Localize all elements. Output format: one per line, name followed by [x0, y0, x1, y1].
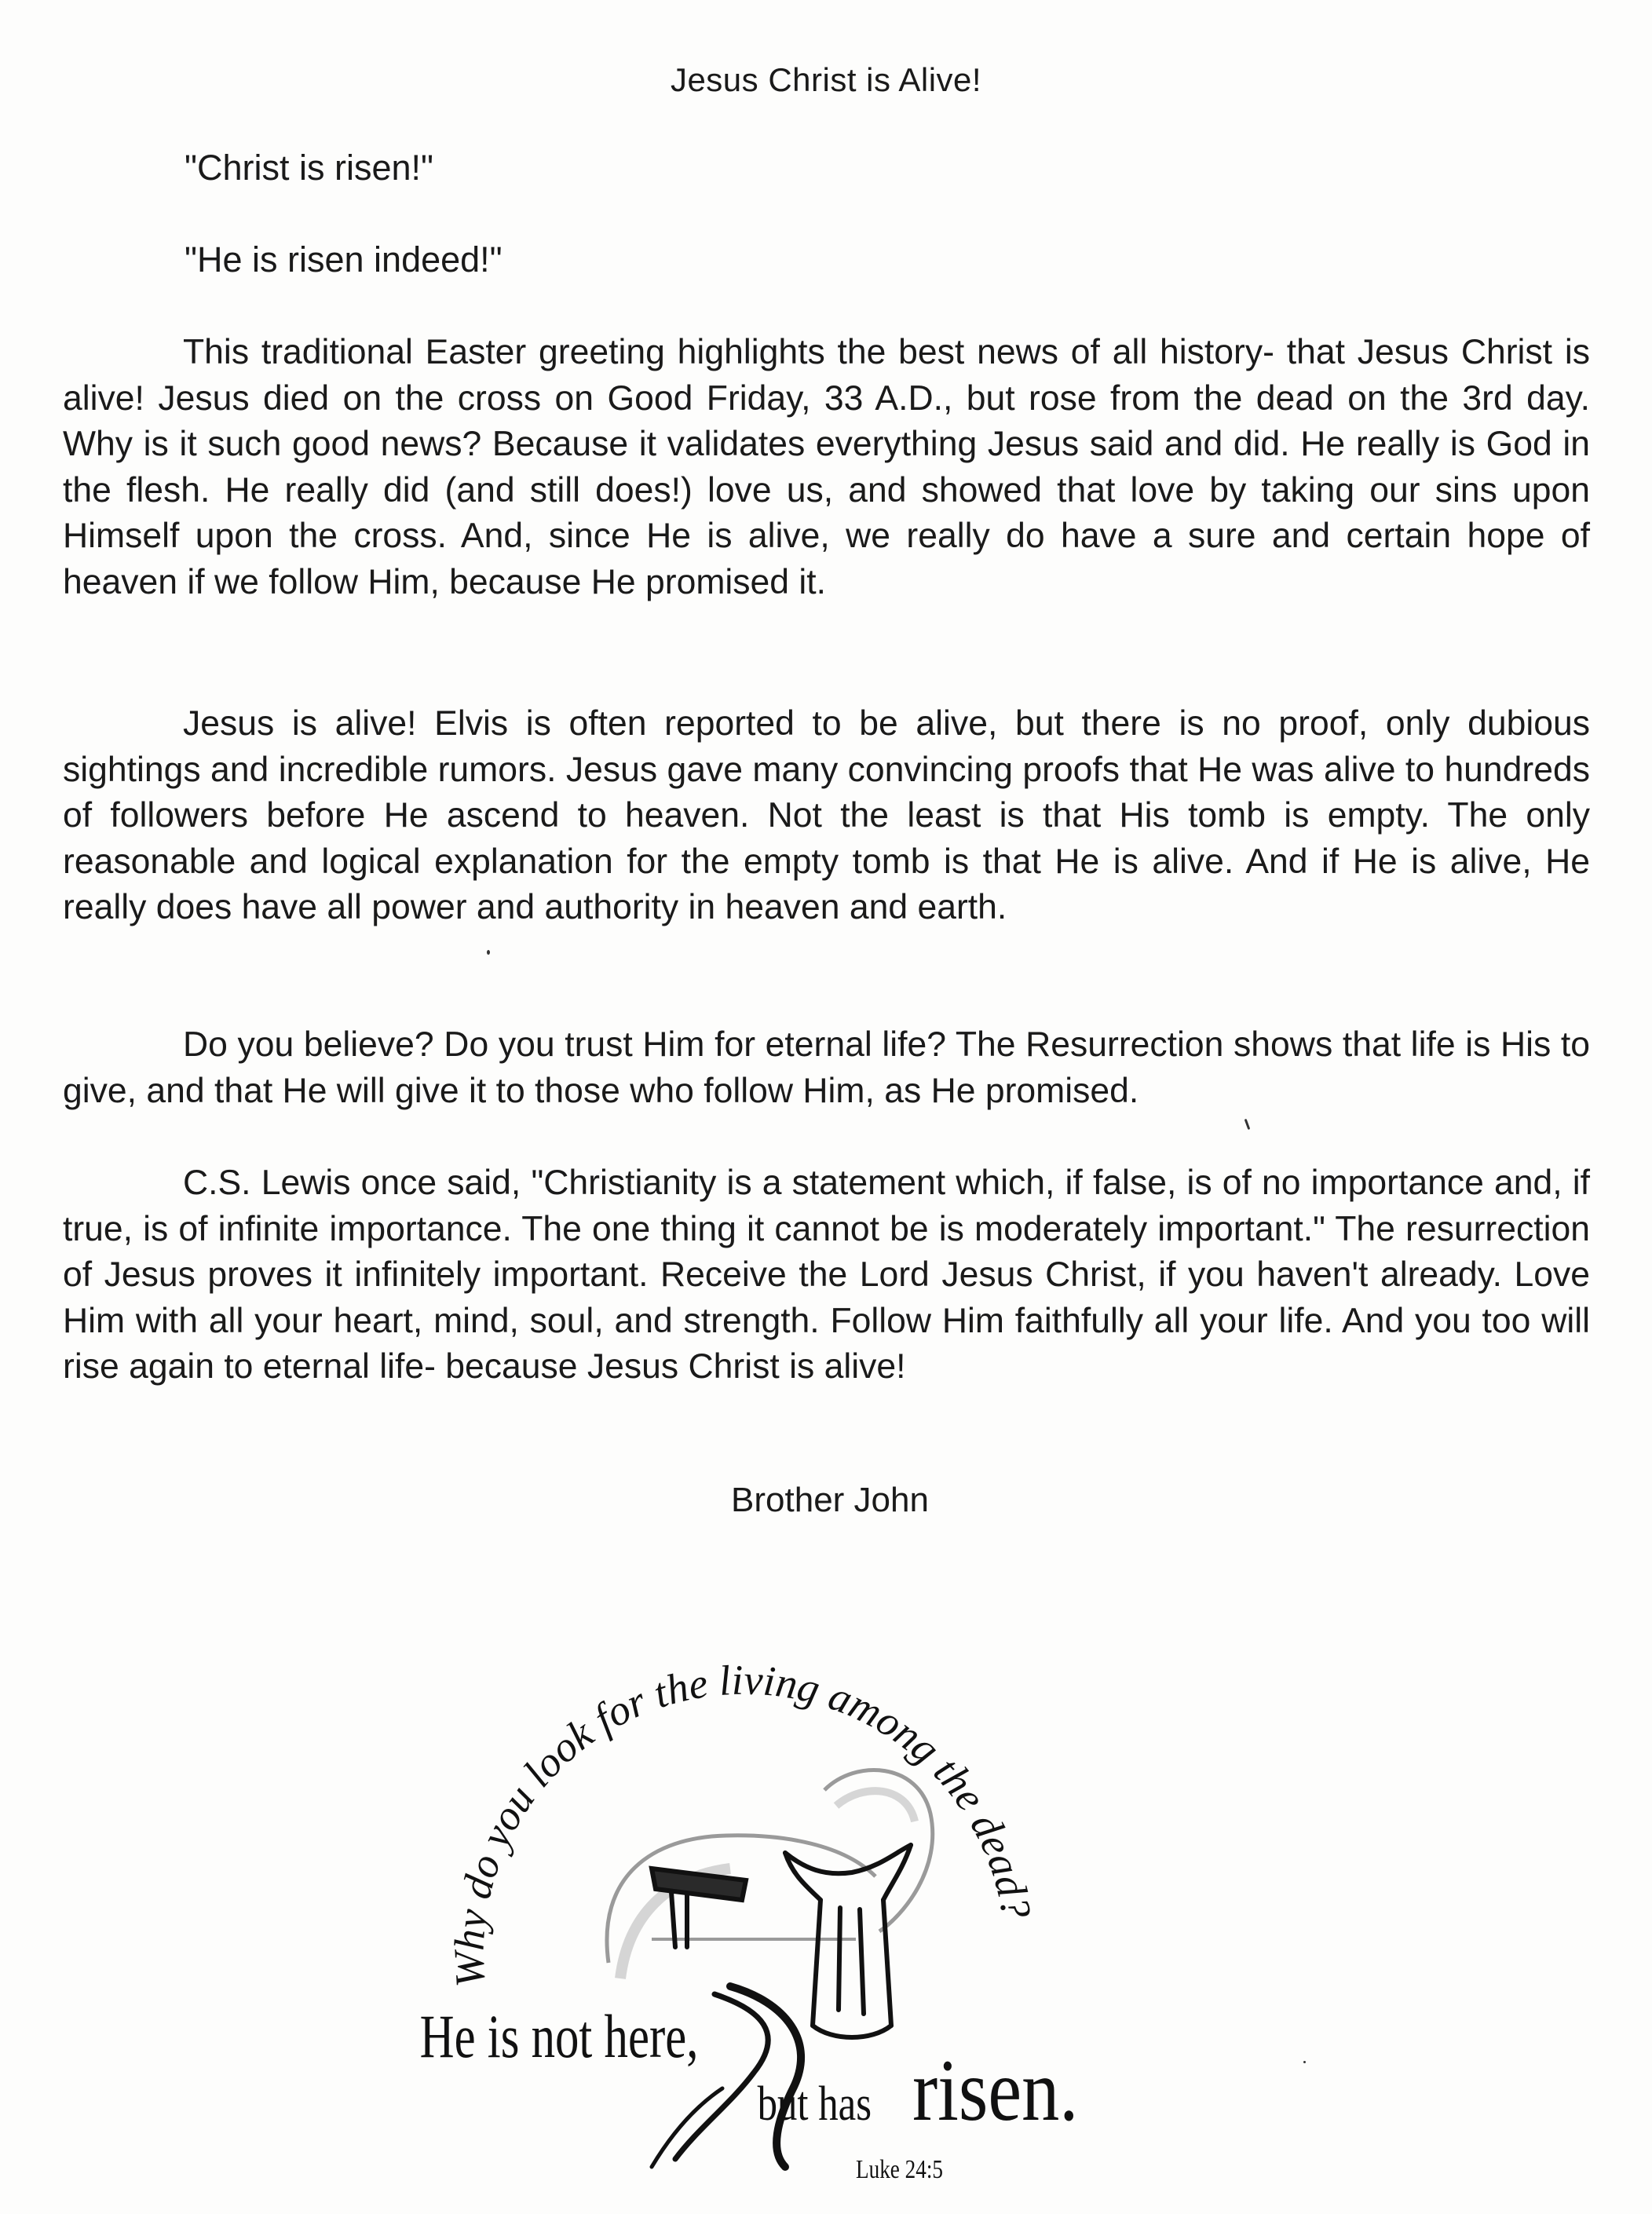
emblem-line-risen: risen.	[912, 2041, 1079, 2139]
scan-speck	[487, 950, 490, 955]
emblem-line-but-has: but has	[757, 2077, 872, 2132]
resurrection-emblem	[416, 1617, 1107, 2198]
document-title: Jesus Christ is Alive!	[670, 61, 982, 98]
emblem-line-he-is-not-here: He is not here,	[419, 2003, 699, 2071]
paragraph-cs-lewis-quote: C.S. Lewis once said, "Christianity is a statement which, if false, is of no importance and, if true, is of infinite importance. The one thing it cannot be is moderately important." The resurrection of Jesus proves it infinitely important. Receive the Lord Jesus Christ, if you haven't already. Love Him with all your heart, mind, soul, and strength. Follow Him faithfully all your life. And you too will rise again to eternal life- because Jesus Christ is alive!	[63, 1164, 1590, 1386]
scan-speck	[1244, 1119, 1251, 1130]
signature	[0, 1481, 1652, 1520]
paragraph-jesus-is-alive: Jesus is alive! Elvis is often reported to be alive, but there is no proof, only dubious sightings and incredible rumors. Jesus gave many convincing proofs that He was alive to hundreds of followers before He ascend to heaven. Not the least is that His tomb is empty. The only reasonable and logical explanation for the empty tomb is that He is alive. And if He is alive, He really does have all power and authority in heaven and earth.	[63, 704, 1590, 926]
greeting-line-1: "Christ is risen!"	[185, 148, 433, 188]
paragraph-do-you-believe: Do you believe? Do you trust Him for eternal life? The Resurrection shows that life is His to give, and that He will give it to those who follow Him, as He promised.	[63, 1025, 1590, 1110]
paragraph-easter-greeting: This traditional Easter greeting highlights the best news of all history- that Jesus Christ is alive! Jesus died on the cross on Good Friday, 33 A.D., but rose from the dead on the 3rd day. Why is it such good news? Because it validates everything Jesus said and did. He really is God in the flesh. He really did (and still does!) love us, and showed that love by taking our sins upon Himself upon the cross. And, since He is alive, we really do have a sure and certain hope of heaven if we follow Him, because He promised it.	[63, 333, 1590, 601]
emblem-reference: Luke 24:5	[856, 2154, 943, 2184]
emblem-graphic	[416, 1617, 1107, 2198]
signature-name: Brother John	[731, 1481, 929, 1519]
greeting-line-2: "He is risen indeed!"	[185, 239, 503, 279]
emblem-arc-text: Why do you look for the living among the dead?	[444, 1656, 1041, 1989]
scan-speck	[1303, 2061, 1306, 2063]
